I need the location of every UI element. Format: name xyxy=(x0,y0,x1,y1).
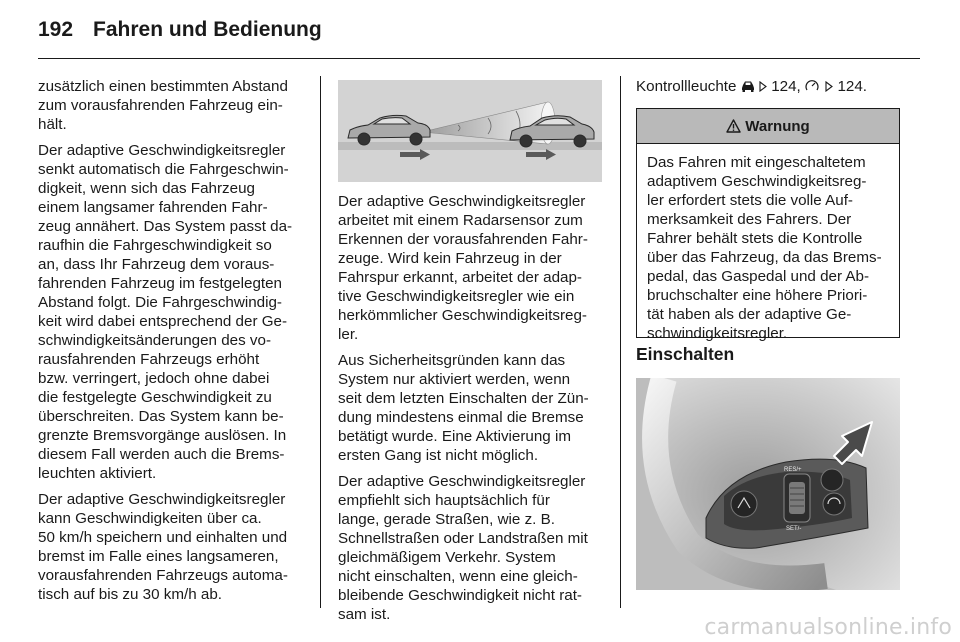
cruise-control-indicator-icon xyxy=(805,80,821,92)
radar-illustration-svg xyxy=(338,80,602,182)
steering-wheel-photo xyxy=(636,378,900,590)
paragraph-safety: Aus Sicherheitsgründen kann das System nur aktiviert werden, wenn seit dem letzten Einschalten der Zün- dung mindestens einmal die Bremse betätigt wurde. Eine Aktivierung im ersten Gang ist nicht möglich. xyxy=(338,352,589,464)
column-divider-2 xyxy=(620,76,621,608)
watermark: carmanualsonline.info xyxy=(704,615,952,640)
set-label: SET/- xyxy=(786,526,802,532)
car-indicator-icon xyxy=(741,80,755,92)
steering-wheel-svg xyxy=(636,378,900,590)
paragraph-speed-range: Der adaptive Geschwindigkeitsregler kann Geschwindigkeiten über ca. 50 km/h speichern und einhalten und bremst im Falle eines langsameren, vorausfahrenden Fahrzeugs automa- tisch auf bis zu 30 km/h ab. xyxy=(38,491,288,603)
warning-header xyxy=(637,109,899,144)
page-ref-arrow-icon xyxy=(759,81,767,92)
warning-triangle-icon xyxy=(726,119,741,133)
column-2 xyxy=(338,192,602,631)
page-header xyxy=(38,18,322,48)
indicator-line xyxy=(636,77,902,96)
section-heading-einschalten: Einschalten xyxy=(636,344,735,364)
paragraph-speed-reduction: Der adaptive Geschwindigkeitsregler senkt automatisch die Fahrgeschwin- digkeit, wenn sich das Fahrzeug einem langsamer fahrenden Fahr- zeug annähert. Das System passt da- raufhin die Fahrgeschwindigkeit so an, dass Ihr Fahrzeug dem voraus- fahrenden Fahrzeug im festgelegten Abstand folgt. Die Fahrgeschwindig- keit wird dabei entsprechend der Ge- schwindigkeitsänderungen des vo- rausfahrenden Fahrzeugs erhöht bzw. verringert, jedoch ohne dabei die festgelegte Geschwindigkeit zu überschreiten. Das System kann be- grenzte Bremsvorgänge auslösen. In diesem Fall werden auch die Brems- leuchten aktiviert. xyxy=(38,142,293,482)
page-ref-1: 124, xyxy=(771,78,801,95)
warning-title: Warnung xyxy=(745,117,810,135)
page-ref-2: 124. xyxy=(837,78,868,95)
indicator-prefix: Kontrollleuchte xyxy=(636,78,737,95)
column-divider-1 xyxy=(320,76,321,608)
paragraph-radar: Der adaptive Geschwindigkeitsregler arbeitet mit einem Radarsensor zum Erkennen der vorausfahrenden Fahr- zeuge. Wird kein Fahrzeug in der Fahrspur erkannt, arbeitet der adap- tive Geschwindigkeitsregler wie ein herkömmlicher Geschwindigkeitsreg- ler. xyxy=(338,193,588,343)
column-1 xyxy=(38,77,306,611)
warning-box xyxy=(636,108,900,342)
page-number: 192 xyxy=(38,18,74,41)
warning-text: Das Fahren mit eingeschaltetem adaptivem Geschwindigkeitsreg- ler erfordert stets die volle Auf- merksamkeit des Fahrers. Der Fahrer behält stets die Kontrolle über das Fahrzeug, da das Brems- pedal, das Gaspedal und der Ab- bruchschalter eine höhere Priori- tät haben als der adaptive Ge- schwindigkeitsregler. xyxy=(647,154,882,342)
header-rule xyxy=(38,58,920,59)
section-title: Fahren und Bedienung xyxy=(93,18,322,41)
res-label: RES/+ xyxy=(784,467,802,473)
paragraph-recommendation: Der adaptive Geschwindigkeitsregler empfiehlt sich hauptsächlich für lange, gerade Straßen, wie z. B. Schnellstraßen oder Landstraßen mit gleichmäßigem Verkehr. System nicht einschalten, wenn eine gleich- bleibende Geschwindigkeit nicht rat- sam ist. xyxy=(338,473,588,623)
column-3 xyxy=(636,77,902,103)
page-ref-arrow-icon-2 xyxy=(825,81,833,92)
radar-illustration xyxy=(338,80,602,182)
paragraph-distance: zusätzlich einen bestimmten Abstand zum vorausfahrenden Fahrzeug ein- hält. xyxy=(38,78,288,133)
